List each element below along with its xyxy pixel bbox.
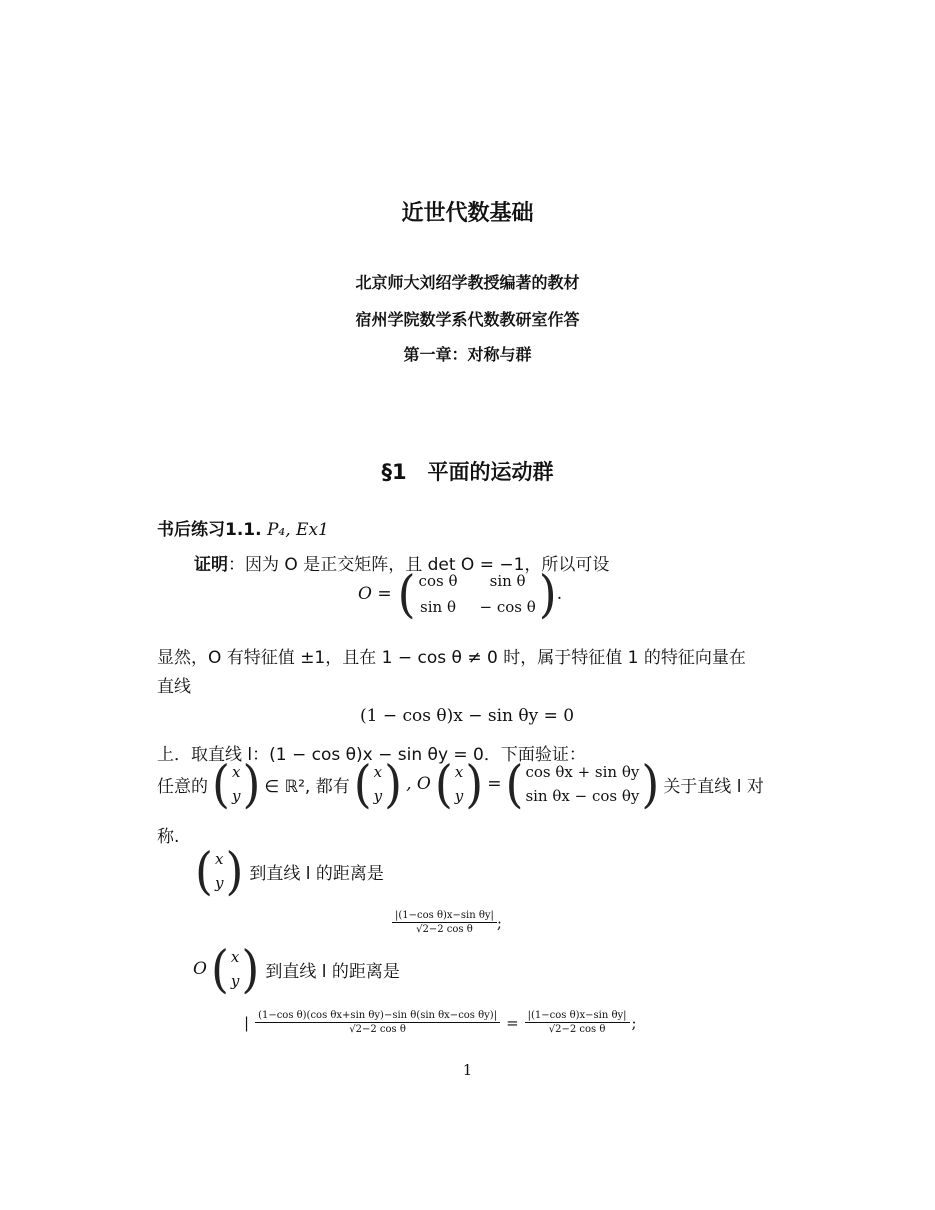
line-equation: (1 − cos θ)x − sin θy = 0 [360, 706, 575, 726]
document-title: 近世代数基础 [401, 201, 534, 226]
text-any: 任意的 [157, 776, 208, 797]
vector-xy: ( x y ) [212, 754, 261, 814]
matrix-cell: sin θ [420, 598, 456, 616]
orthogonal-matrix: ( cos θ sin θ sin θ − cos θ ) [397, 564, 557, 624]
proof-line-4: 上．取直线 l：(1 − cos θ)x − sin θy = 0．下面验证： [157, 745, 586, 765]
text-in-r2: ∈ ℝ², 都有 [264, 776, 350, 797]
text-symmetric: 关于直线 l 对 [663, 776, 764, 797]
matrix-equation [358, 564, 563, 624]
vector-xy: ( x y ) [195, 841, 244, 901]
answerer-line: 宿州学院数学系代数教研室作答 [355, 310, 580, 329]
proof-text-1: ：因为 O 是正交矩阵，且 det O = −1，所以可设 [228, 555, 610, 575]
vector-xy: ( x y ) [210, 939, 260, 999]
section-heading: §1 平面的运动群 [381, 460, 554, 484]
text-o: , O [406, 774, 431, 794]
vector-xy: ( x y ) [353, 754, 403, 814]
matrix-lhs: O = [358, 584, 392, 604]
distance-1-text: 到直线 l 的距离是 [249, 863, 384, 884]
page-number: 1 [462, 1061, 473, 1079]
distance-1-formula: $\frac{\text{|(1−cos θ)x−sin θy|}}{\text{√2−2 cos θ}}$ ; [392, 910, 502, 935]
proof-line-3: 直线 [157, 677, 191, 697]
fraction: $\frac{\text{(1−cos θ)(cos θx+sin θy)−sin θ(sin θx−cos θy)|}}{\text{√2−2 cos θ}}$ [255, 1010, 500, 1035]
distance-2-text: 到直线 l 的距离是 [265, 961, 400, 982]
distance-2-formula: | $\frac{\text{(1−cos θ)(cos θx+sin θy)−sin θ(sin θx−cos θy)|}}{\text{√2−2 cos θ}}$ = $\frac{\text{|(1−cos θ)x−sin θy|}}{\text{√2−2 cos θ}}$ ; [244, 1010, 637, 1035]
matrix-cell: sin θ [489, 572, 526, 590]
author-line: 北京师大刘绍学教授编著的教材 [355, 273, 580, 292]
exercise-ref: P₄, Ex1 [266, 520, 329, 540]
proof-line-6: 称. [157, 827, 180, 847]
exercise-heading [157, 515, 329, 540]
matrix-cell: cos θ [418, 572, 458, 590]
text-equals: = [487, 774, 502, 794]
distance-1-line [195, 841, 384, 901]
vector-image: ( cos θx + sin θy sin θx − cos θy ) [505, 754, 660, 814]
fraction: $\frac{\text{|(1−cos θ)x−sin θy|}}{\text{√2−2 cos θ}}$ [525, 1010, 630, 1035]
matrix-cell: − cos θ [479, 598, 536, 616]
exercise-label: 书后练习1.1. [157, 520, 262, 540]
chapter-title: 第一章：对称与群 [403, 345, 532, 364]
proof-line-2: 显然，O 有特征值 ±1，且在 1 − cos θ ≠ 0 时，属于特征值 1 的特征向量在 [157, 648, 746, 668]
proof-label: 证明 [194, 555, 228, 575]
vector-xy: ( x y ) [434, 754, 484, 814]
matrix-end: . [556, 584, 563, 604]
fraction: $\frac{\text{|(1−cos θ)x−sin θy|}}{\text{√2−2 cos θ}}$ [392, 910, 497, 935]
distance-2-line [193, 939, 400, 999]
o-symbol: O [193, 959, 207, 979]
